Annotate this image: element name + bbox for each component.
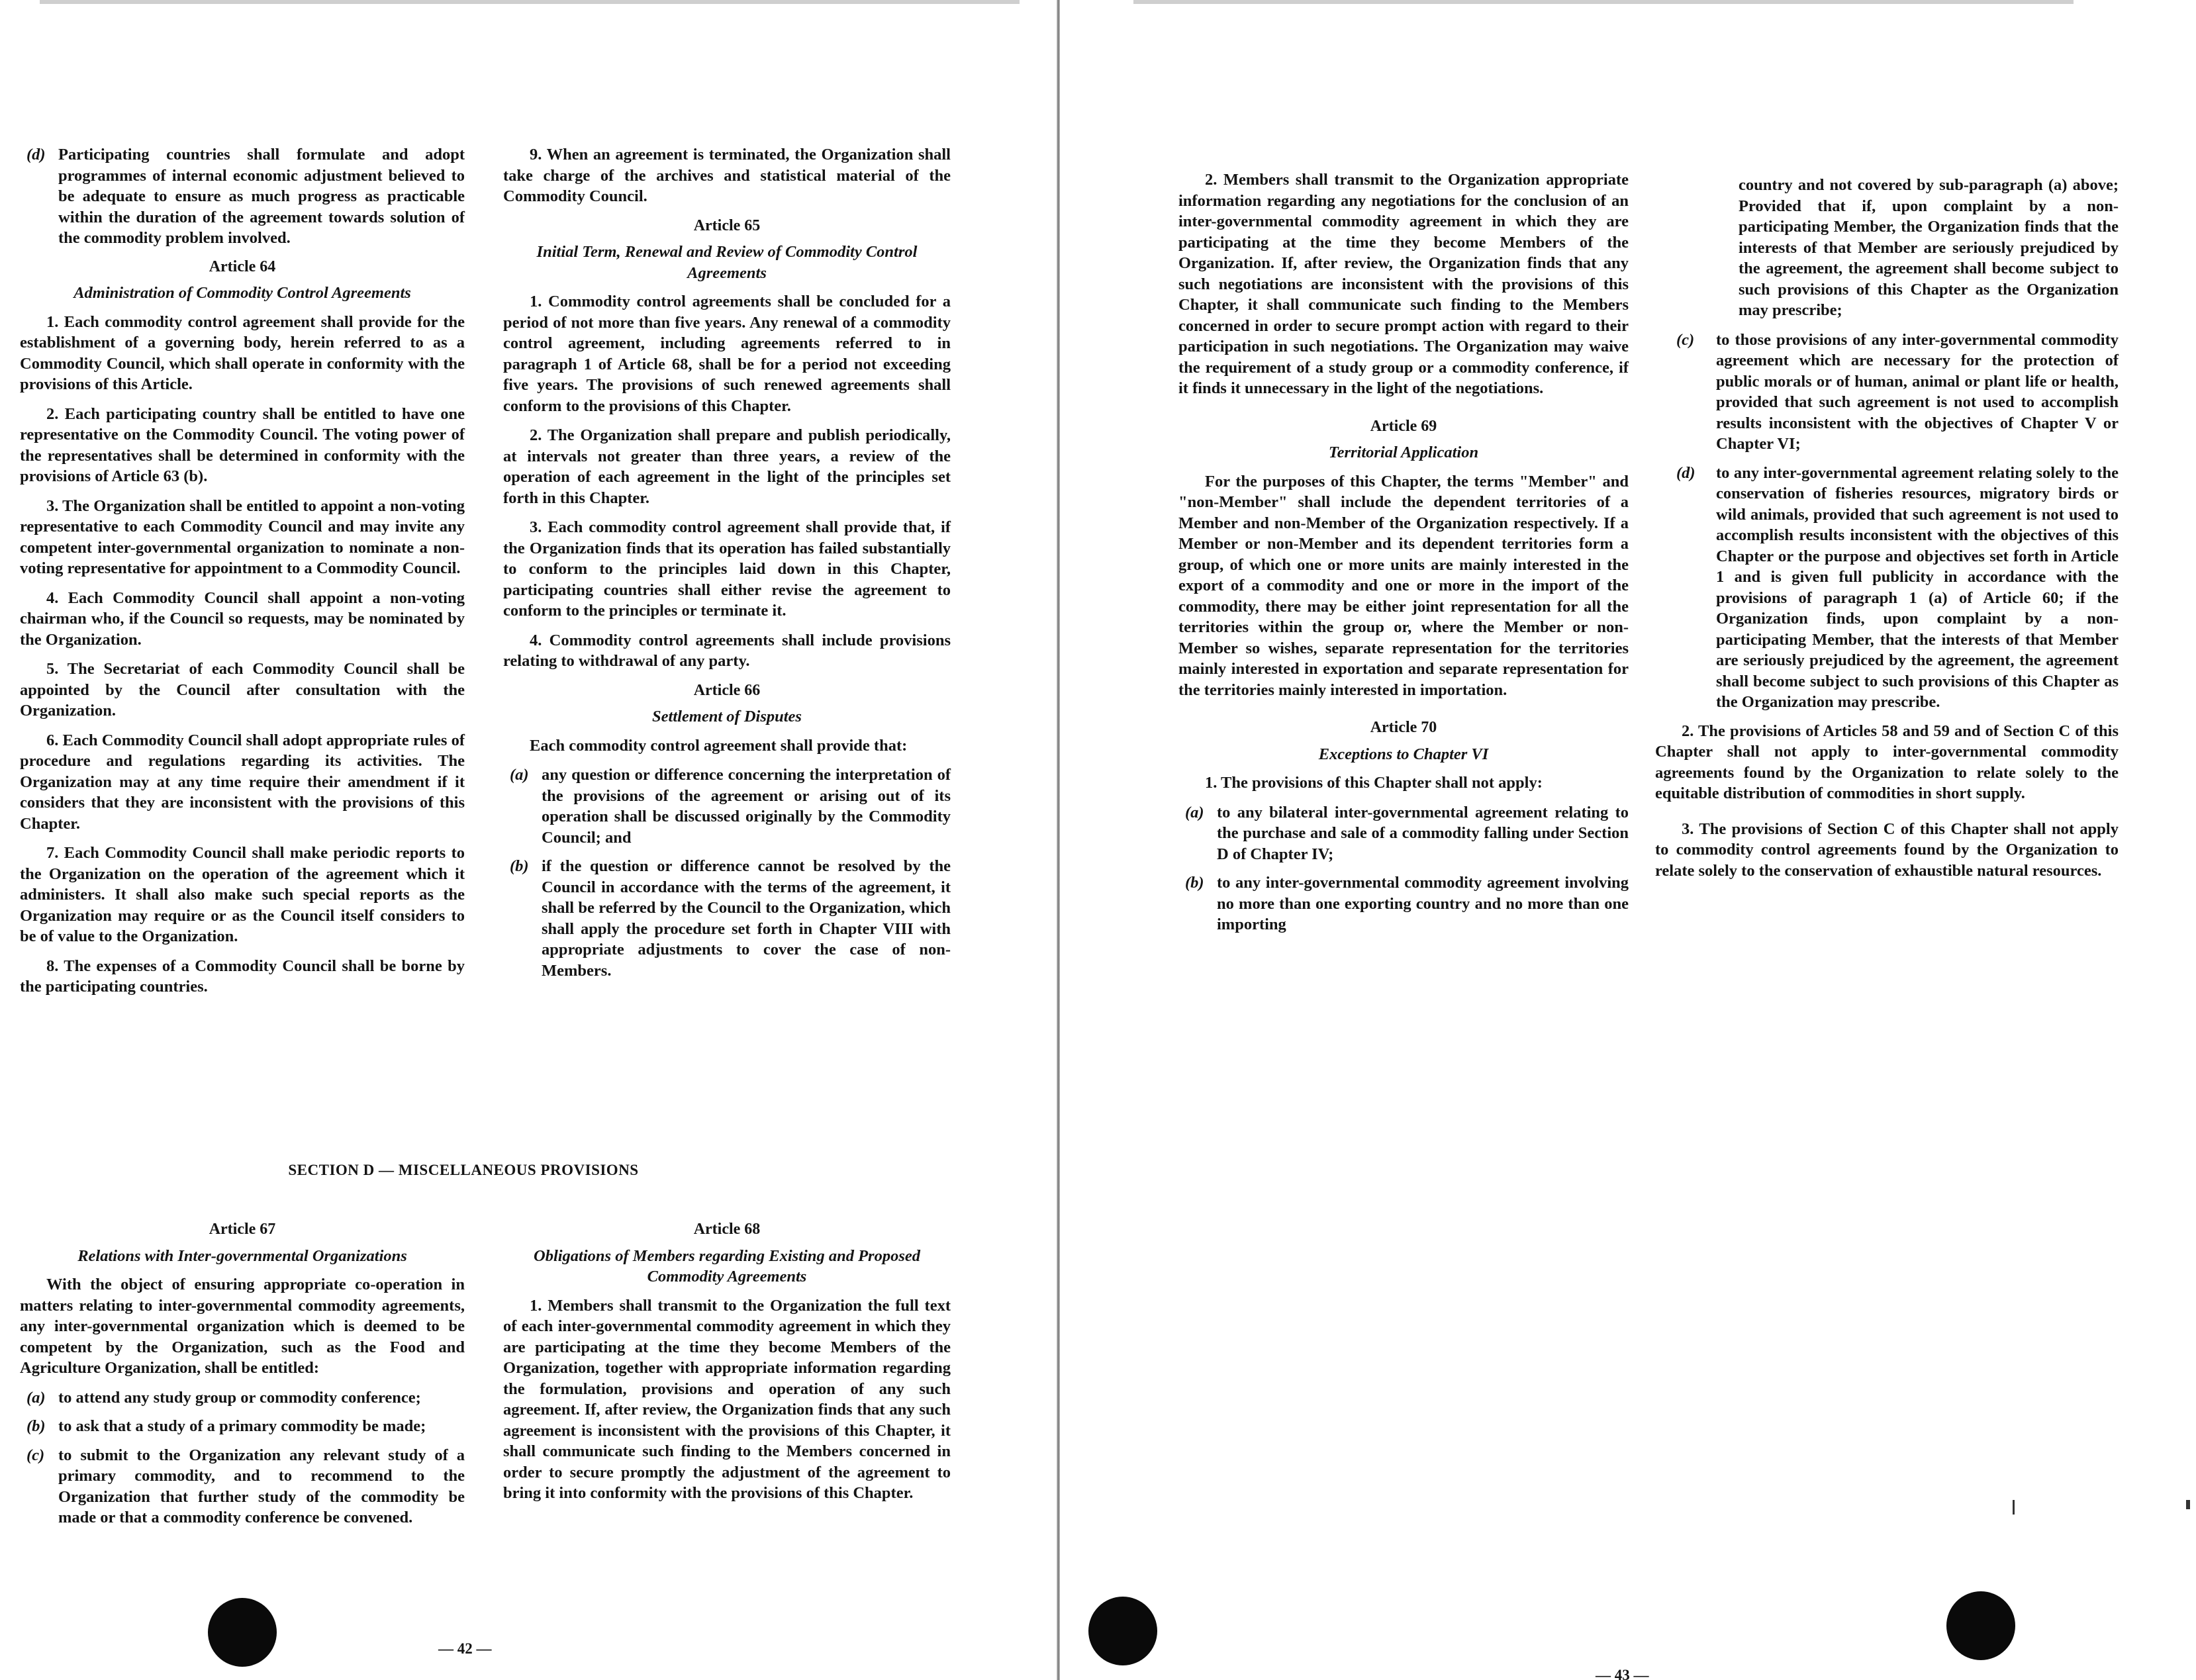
item-text: to ask that a study of a primary commodity be made;	[58, 1417, 426, 1435]
punch-hole	[208, 1598, 277, 1667]
item-label: (a)	[1185, 803, 1204, 821]
paragraph: Each commodity control agreement shall provide that:	[530, 736, 908, 755]
article-heading: Article 68	[693, 1221, 761, 1238]
paragraph: 6. Each Commodity Council shall adopt appropriate rules of procedure and regulations regarding its activities. The Organization may at any time require their amendment if it considers that they are inconsistent with the provisions of this Chapter.	[20, 731, 465, 833]
article-title: Territorial Application	[1328, 443, 1479, 461]
list-item	[20, 1445, 465, 1528]
item-label: (c)	[26, 1446, 45, 1464]
right-page	[1067, 0, 2196, 1680]
list-item	[20, 1387, 465, 1409]
list-item	[20, 1416, 465, 1437]
item-label: (a)	[510, 766, 529, 784]
right-page-column-1	[1178, 169, 1629, 943]
paragraph: 5. The Secretariat of each Commodity Council shall be appointed by the Council after consultation with the Organization.	[20, 660, 465, 720]
item-text: to those provisions of any inter-governmental commodity agreement which are necessary for the protection of public morals or of human, animal or plant life or health, provided that such agreement is not used to accomplish results inconsistent with the objectives of Chapter V or Chapter VI;	[1716, 330, 2119, 453]
paragraph: 3. Each commodity control agreement shall provide that, if the Organization finds that its operation has failed substantially to conform to the principles laid down in this Chapter, participating countries shall either revise the agreement to conform to the principles or terminate it.	[503, 518, 951, 620]
item-label: (d)	[26, 146, 46, 163]
list-item	[1655, 330, 2119, 455]
item-text: any question or difference concerning the interpretation of the provisions of the agreement or arising out of its operation shall be discussed originally by the Commodity Council; and	[542, 766, 951, 847]
paragraph: 3. The Organization shall be entitled to appoint a non-voting representative to each Commodity Council and may invite any competent inter-governmental organization to nominate a non-voting representative for appointment to a Commodity Council.	[20, 496, 465, 577]
paragraph: 2. The provisions of Articles 58 and 59 and of Section C of this Chapter shall not apply to inter-governmental commodity agreements found by the Organization to relate solely to the equitable distribution of commodities in short supply.	[1655, 722, 2119, 802]
paragraph: 1. Members shall transmit to the Organization the full text of each inter-governmental commodity agreement in which they are participating at the time they become Members of the Organization, together with appropriate information regarding the formulation, provisions and operation of any such agreement. If, after review, the Organization finds that any such agreement is inconsistent with the provisions of this Chapter, it shall communicate such finding to the Members concerned in order to secure promptly the adjustment of the agreement to bring it into conformity with the provisions of this Chapter.	[503, 1296, 951, 1502]
article-heading: Article 65	[693, 216, 761, 234]
paragraph: 9. When an agreement is terminated, the Organization shall take charge of the archives and statistical material of the Commodity Council.	[503, 146, 951, 205]
paragraph: 2. Each participating country shall be entitled to have one representative on the Commodity Council. The voting power of the representatives shall be determined in conformity with the provisions of Article 63 (b).	[20, 404, 465, 485]
article-title: Initial Term, Renewal and Review of Commodity Control Agreements	[536, 243, 918, 282]
paragraph: 4. Commodity control agreements shall include provisions relating to withdrawal of any party.	[503, 631, 951, 670]
paragraph: country and not covered by sub-paragraph (a) above; Provided that if, upon complaint by a non-participating Member, the Organization finds that the interests of that Member are seriously prejudiced by the agreement, the agreement shall become subject to such provisions of this Chapter as the Organization may prescribe;	[1739, 176, 2119, 319]
article-title: Settlement of Disputes	[652, 708, 802, 725]
article-title: Relations with Inter-governmental Organizations	[77, 1246, 407, 1265]
scan-speck	[2186, 1500, 2190, 1509]
article-68-block	[503, 1213, 951, 1513]
paragraph: 7. Each Commodity Council shall make periodic reports to the Organization on the operation of the agreement which it administers. It shall also make such special reports as the Organization may require or as the Council itself considers to be of value to the Organization.	[20, 844, 465, 945]
item-text: to attend any study group or commodity conference;	[58, 1388, 421, 1407]
item-text: to any bilateral inter-governmental agreement relating to the purchase and sale of a commodity falling under Section D of Chapter IV;	[1217, 803, 1629, 863]
paragraph: 4. Each Commodity Council shall appoint a non-voting chairman who, if the Council so requests, may be nominated by the Organization.	[20, 588, 465, 649]
continuation-block	[1655, 175, 2119, 321]
item-text: if the question or difference cannot be resolved by the Council in accordance with the terms of the agreement, it shall be referred by the Council to the Organization, which shall apply the procedure set forth in Chapter VIII with appropriate adjustments to cover the case of non-Members.	[542, 857, 951, 980]
article-heading: Article 67	[209, 1221, 276, 1238]
paragraph: For the purposes of this Chapter, the terms "Member" and "non-Member" shall include the dependent territories of a Member and non-Member of the Organization respectively. If a Member or non-Member and its dependent territories form a group, of which one or more units are mainly interested in the export of a commodity and one or more in the import of the commodity, there may be either joint representation for all the territories within the group or, where the Member or non-Member so wishes, separate representation for the territories mainly interested in exportation and separate representation for the territories mainly interested in importation.	[1178, 472, 1629, 699]
paragraph: 8. The expenses of a Commodity Council shall be borne by the participating countries.	[20, 957, 465, 996]
page-gutter	[1057, 0, 1060, 1680]
scan-edge	[40, 0, 1020, 4]
paragraph: 1. The provisions of this Chapter shall not apply:	[1205, 774, 1543, 792]
left-page-column-2	[503, 144, 951, 989]
list-item	[1655, 463, 2119, 713]
punch-hole	[1088, 1597, 1157, 1665]
article-heading: Article 64	[209, 257, 276, 275]
scan-speck	[2013, 1500, 2015, 1515]
paragraph: 2. Members shall transmit to the Organization appropriate information regarding any negotiations for the conclusion of an inter-governmental commodity agreement in which they are participating at the time they become Members of the Organization. If, after review, the Organization finds that any such negotiations are inconsistent with the provisions of this Chapter, it shall communicate such finding to the Members concerned in order to secure prompt action with regard to their participation in such negotiations. The Organization may waive the requirement of a study group or a commodity conference, if it finds it unnecessary in the light of the negotiations.	[1178, 171, 1629, 397]
item-text: Participating countries shall formulate and adopt programmes of internal economic adjustment believed to be adequate to ensure as much progress as practicable within the duration of the agreement towards solution of the commodity problem involved.	[58, 146, 465, 247]
article-heading: Article 69	[1370, 417, 1437, 435]
left-page	[0, 0, 1063, 1680]
item-label: (b)	[1185, 874, 1204, 892]
article-title: Exceptions to Chapter VI	[1318, 745, 1489, 763]
paragraph: 3. The provisions of Section C of this Chapter shall not apply to commodity control agreements found by the Organization to relate solely to the conservation of exhaustible natural resources.	[1655, 819, 2119, 880]
item-label: (c)	[1676, 330, 1695, 349]
section-heading: SECTION D — MISCELLANEOUS PROVISIONS	[288, 1162, 639, 1178]
paragraph: 1. Each commodity control agreement shall provide for the establishment of a governing body, herein referred to as a Commodity Council, which shall operate in conformity with the provisions of this Article.	[20, 312, 465, 393]
punch-hole	[1946, 1591, 2015, 1660]
article-67-block	[20, 1213, 465, 1536]
item-label: (a)	[26, 1388, 46, 1407]
item-text: to any inter-governmental agreement relating solely to the conservation of fisheries resources, migratory birds or wild animals, provided that such agreement is not used to accomplish results inconsistent with the objectives of this Chapter or the purpose and objectives set forth in Article 1 and is given full publicity in accordance with the provisions of paragraph 1 (a) of Article 60; if the Organization finds, upon complaint by a non-participating Member, that the interests of that Member are seriously prejudiced by the agreement, the agreement shall become subject to such provisions of this Chapter as the Organization may prescribe.	[1716, 463, 2119, 711]
left-page-column-1	[20, 144, 465, 1006]
list-item	[1178, 802, 1629, 865]
page-number: — 42 —	[438, 1640, 492, 1657]
item-text: to submit to the Organization any relevant study of a primary commodity, and to recommend to the Organization that further study of the commodity be made or that a commodity conference be convened.	[58, 1446, 465, 1526]
item-label: (b)	[26, 1417, 46, 1435]
article-title: Obligations of Members regarding Existing and Proposed Commodity Agreements	[534, 1246, 920, 1285]
right-page-column-2	[1655, 175, 2119, 890]
article-title: Administration of Commodity Control Agreements	[73, 284, 411, 302]
paragraph: 2. The Organization shall prepare and publish periodically, at intervals not greater than three years, a review of the operation of each agreement in the light of the principles set forth in this Chapter.	[503, 426, 951, 507]
page-number: — 43 —	[1596, 1667, 1649, 1680]
paragraph: 1. Commodity control agreements shall be concluded for a period of not more than five years. Any renewal of a commodity control agreement, including agreements referred to in paragraph 1 of Article 68, shall be for a period not exceeding five years. The provisions of such renewed agreements shall conform to the provisions of this Chapter.	[503, 293, 951, 415]
list-item	[1178, 872, 1629, 935]
list-item	[503, 765, 951, 848]
item-label: (b)	[510, 857, 529, 875]
item-text: to any inter-governmental commodity agreement involving no more than one exporting country and no more than one importing	[1217, 874, 1629, 933]
list-item	[503, 856, 951, 981]
scan-edge	[1133, 0, 2074, 4]
paragraph: With the object of ensuring appropriate co-operation in matters relating to inter-governmental commodity agreements, any inter-governmental organization which is deemed to be competent by the Organization, such as the Food and Agriculture Organization, shall be entitled:	[20, 1276, 465, 1377]
list-item	[20, 144, 465, 249]
item-label: (d)	[1676, 463, 1695, 482]
article-heading: Article 66	[693, 681, 761, 699]
article-heading: Article 70	[1370, 719, 1437, 736]
